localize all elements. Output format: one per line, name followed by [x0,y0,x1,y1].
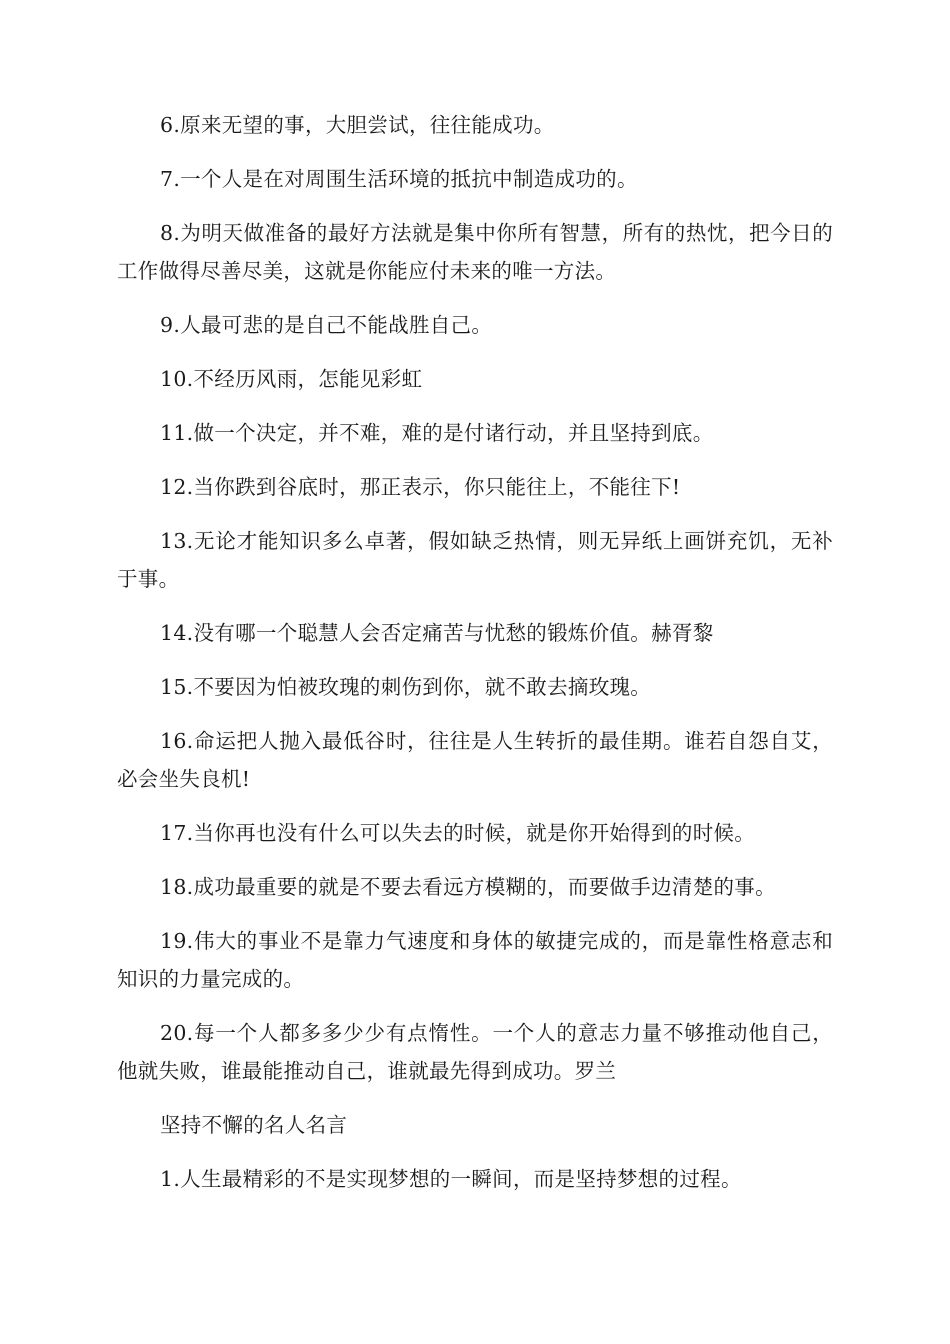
quote-paragraph: 15.不要因为怕被玫瑰的刺伤到你，就不敢去摘玫瑰。 [160,675,652,699]
quote-paragraph: 20.每一个人都多多少少有点惰性。一个人的意志力量不够推动他自己，他就失败，谁最能推动自己，谁就最先得到成功。罗兰 [117,1021,833,1083]
quote-paragraph: 7.一个人是在对周围生活环境的抵抗中制造成功的。 [160,167,638,191]
quote-paragraph: 11.做一个决定，并不难，难的是付诸行动，并且坚持到底。 [160,421,714,445]
section-heading: 坚持不懈的名人名言 [160,1113,348,1137]
document-body [117,106,833,1214]
quote-paragraph: 6.原来无望的事，大胆尝试，往往能成功。 [160,113,555,137]
quote-paragraph: 18.成功最重要的就是不要去看远方模糊的，而要做手边清楚的事。 [160,875,776,899]
quote-paragraph: 12.当你跌到谷底时，那正表示，你只能往上，不能往下! [160,475,681,499]
quote-paragraph: 13.无论才能知识多么卓著，假如缺乏热情，则无异纸上画饼充饥，无补于事。 [117,529,833,591]
quote-paragraph: 1.人生最精彩的不是实现梦想的一瞬间，而是坚持梦想的过程。 [160,1167,742,1191]
quote-paragraph: 16.命运把人抛入最低谷时，往往是人生转折的最佳期。谁若自怨自艾，必会坐失良机! [117,729,833,791]
quote-paragraph: 10.不经历风雨，怎能见彩虹 [160,367,423,391]
quote-paragraph: 8.为明天做准备的最好方法就是集中你所有智慧，所有的热忱，把今日的工作做得尽善尽美，这就是你能应付未来的唯一方法。 [117,221,833,283]
quote-paragraph: 14.没有哪一个聪慧人会否定痛苦与忧愁的锻炼价值。赫胥黎 [160,621,714,645]
quote-paragraph: 17.当你再也没有什么可以失去的时候，就是你开始得到的时候。 [160,821,756,845]
quote-paragraph: 19.伟大的事业不是靠力气速度和身体的敏捷完成的，而是靠性格意志和知识的力量完成的。 [117,929,833,991]
quote-paragraph: 9.人最可悲的是自己不能战胜自己。 [160,313,493,337]
